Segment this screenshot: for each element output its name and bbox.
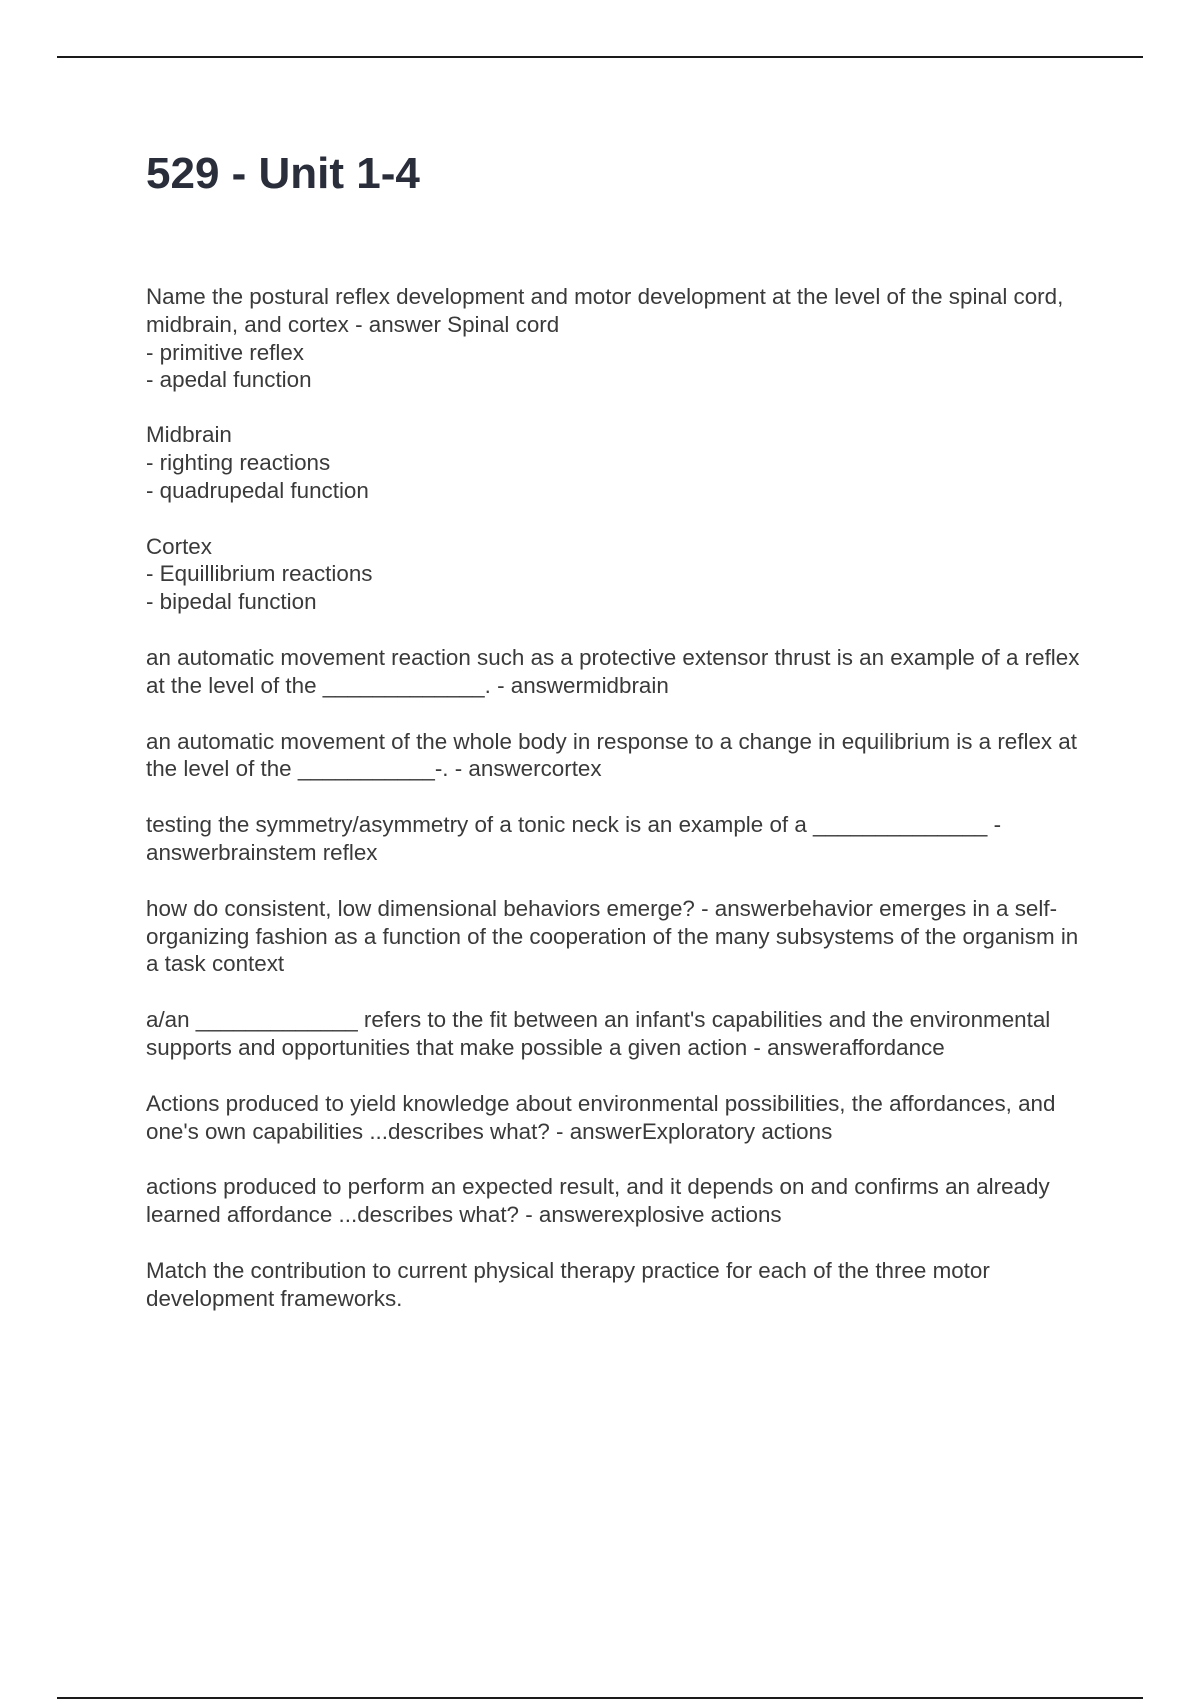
entry-protective-extensor-thrust: an automatic movement reaction such as a protective extensor thrust is an example of a reflex at the level of the _____________. - answermidbrain [146, 644, 1080, 698]
entry-whole-body-equilibrium: an automatic movement of the whole body in response to a change in equilibrium is a reflex at the level of the ___________-. - answercortex [146, 728, 1077, 782]
entry-postural-reflex-spinal-cord: Name the postural reflex development and motor development at the level of the spinal cord, midbrain, and cortex - answer Spinal cord - primitive reflex - apedal function [146, 284, 1064, 393]
bottom-rule [57, 1697, 1143, 1699]
entry-cortex: Cortex - Equillibrium reactions - bipedal function [146, 533, 373, 615]
entry-low-dimensional-behaviors: how do consistent, low dimensional behaviors emerge? - answerbehavior emerges in a self-organizing fashion as a function of the cooperation of the many subsystems of the organism in a task context [146, 895, 1079, 977]
top-rule [57, 56, 1143, 58]
document-title: 529 - Unit 1-4 [146, 149, 420, 198]
entry-midbrain: Midbrain - righting reactions - quadrupedal function [146, 422, 369, 503]
entry-exploratory-actions: Actions produced to yield knowledge about environmental possibilities, the affordances, and one's own capabilities ...describes what? - answerExploratory actions [146, 1090, 1056, 1144]
entry-tonic-neck: testing the symmetry/asymmetry of a tonic neck is an example of a ______________ - answerbrainstem reflex [146, 812, 1002, 865]
entry-affordance: a/an _____________ refers to the fit between an infant's capabilities and the environmental supports and opportunities that make possible a given action - answeraffordance [146, 1007, 1051, 1060]
entry-match-contribution: Match the contribution to current physical therapy practice for each of the three motor development frameworks. [146, 1257, 990, 1311]
document-body [146, 283, 1096, 1341]
entry-explosive-actions: actions produced to perform an expected result, and it depends on and confirms an already learned affordance ...describes what? - answerexplosive actions [146, 1174, 1050, 1228]
